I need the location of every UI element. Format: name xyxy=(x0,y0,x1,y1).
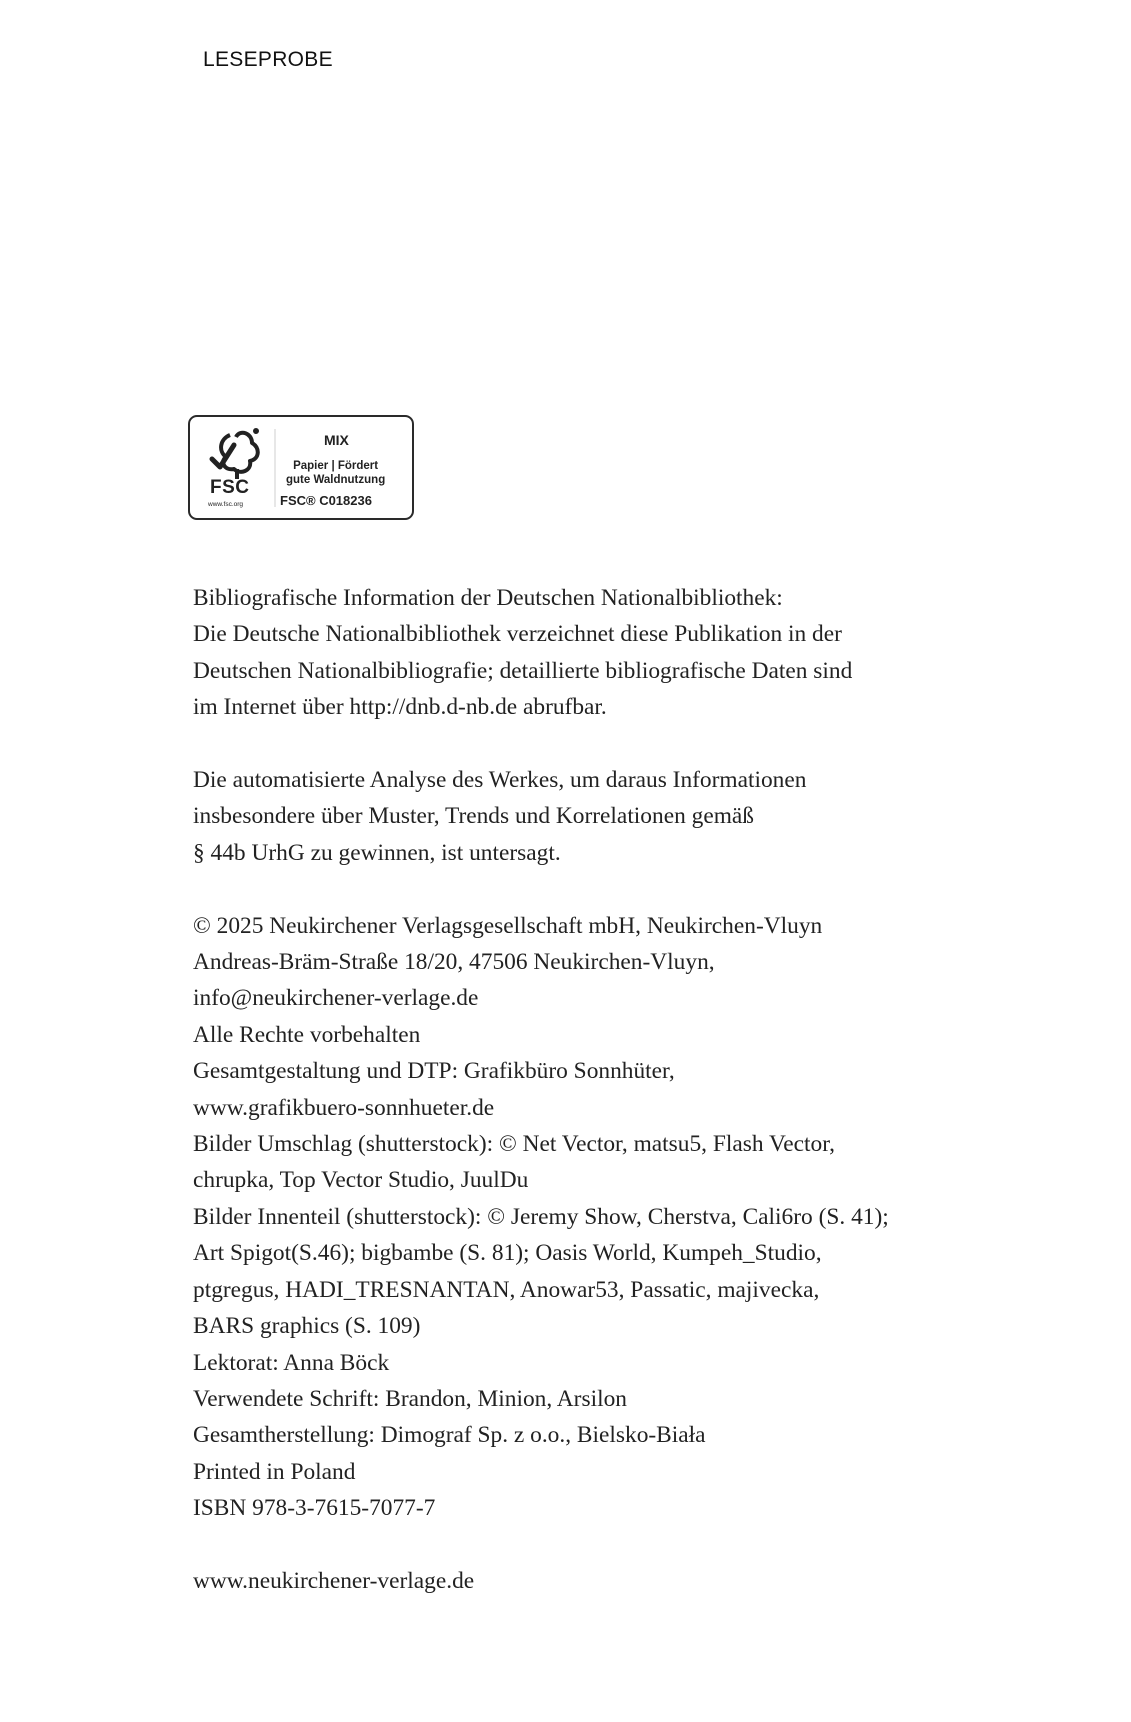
interior-images-line: BARS graphics (S. 109) xyxy=(193,1313,421,1340)
fsc-license-code: FSC® C018236 xyxy=(280,493,372,508)
fsc-url: www.fsc.org xyxy=(208,501,244,508)
printer-line: Gesamtherstellung: Dimograf Sp. z o.o., Bielsko-Biała xyxy=(193,1422,706,1449)
printed-in-line: Printed in Poland xyxy=(193,1458,356,1485)
credits xyxy=(193,908,953,1527)
email-line: info@neukirchener-verlage.de xyxy=(193,985,479,1012)
cover-images-line: Bilder Umschlag (shutterstock): © Net Vector, matsu5, Flash Vector, xyxy=(193,1131,835,1158)
editor-line: Lektorat: Anna Böck xyxy=(193,1349,390,1376)
design-line: Gesamtgestaltung und DTP: Grafikbüro Sonnhüter, xyxy=(193,1058,675,1085)
cover-images-line: chrupka, Top Vector Studio, JuulDu xyxy=(193,1167,529,1194)
fsc-paper-text xyxy=(286,459,385,487)
copyright-line: © 2025 Neukirchener Verlagsgesellschaft mbH, Neukirchen-Vluyn xyxy=(193,912,823,939)
text-line: § 44b UrhG zu gewinnen, ist untersagt. xyxy=(193,839,561,866)
typeface-line: Verwendete Schrift: Brandon, Minion, Arsilon xyxy=(193,1385,627,1412)
text-line: Die Deutsche Nationalbibliothek verzeichnet diese Publikation in der xyxy=(193,621,842,648)
interior-images-line: Art Spigot(S.46); bigbambe (S. 81); Oasis World, Kumpeh_Studio, xyxy=(193,1240,822,1267)
fsc-mix-logo xyxy=(188,415,414,520)
footer xyxy=(193,1563,953,1599)
fsc-paper-line: gute Waldnutzung xyxy=(286,474,386,486)
text-line: insbesondere über Muster, Trends und Korrelationen gemäß xyxy=(193,803,754,830)
publisher-website: www.neukirchener-verlage.de xyxy=(193,1567,475,1594)
bibliographic-info xyxy=(193,580,953,726)
imprint-text xyxy=(193,580,953,1599)
leseprobe-watermark: LESEPROBE xyxy=(203,48,333,71)
fsc-mix-label: MIX xyxy=(324,432,349,448)
rights-line: Alle Rechte vorbehalten xyxy=(193,1021,421,1048)
text-line: im Internet über http://dnb.d-nb.de abrufbar. xyxy=(193,694,607,721)
interior-images-line: ptgregus, HADI_TRESNANTAN, Anowar53, Passatic, majivecka, xyxy=(193,1276,820,1303)
address-line: Andreas-Bräm-Straße 18/20, 47506 Neukirchen-Vluyn, xyxy=(193,949,715,976)
fsc-paper-line: Papier | Fördert xyxy=(293,460,379,472)
design-url-line: www.grafikbuero-sonnhueter.de xyxy=(193,1094,495,1121)
text-line: Deutschen Nationalbibliografie; detaillierte bibliografische Daten sind xyxy=(193,657,853,684)
text-line: Bibliografische Information der Deutschen Nationalbibliothek: xyxy=(193,585,783,611)
fsc-wordmark: FSC xyxy=(210,477,250,498)
tdm-notice xyxy=(193,762,953,871)
text-line: Die automatisierte Analyse des Werkes, um daraus Informationen xyxy=(193,767,807,794)
isbn-line: ISBN 978-3-7615-7077-7 xyxy=(193,1495,436,1522)
interior-images-line: Bilder Innenteil (shutterstock): © Jeremy Show, Cherstva, Cali6ro (S. 41); xyxy=(193,1203,889,1230)
